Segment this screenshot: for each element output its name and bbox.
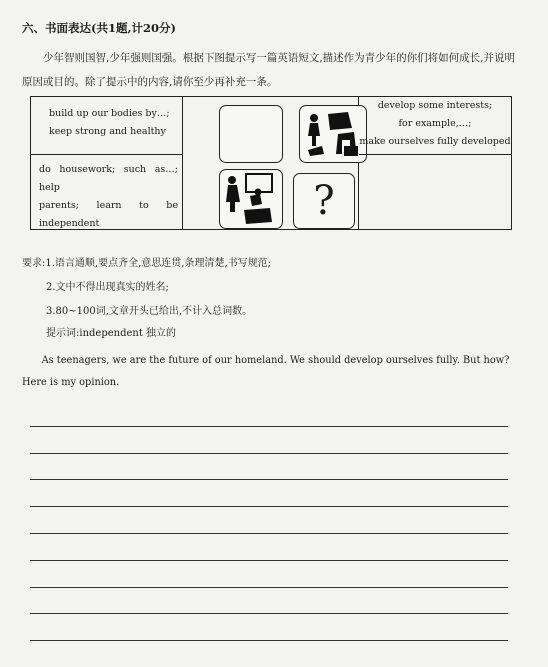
answer-line[interactable] xyxy=(30,480,508,507)
housework-illustration xyxy=(219,169,283,229)
music-illustration xyxy=(299,105,367,163)
prompt-cell-housework xyxy=(31,155,183,229)
prompt-line: independent xyxy=(39,218,100,229)
prompt-grid xyxy=(30,96,512,230)
prompt-line: parents; learn to be xyxy=(39,200,178,211)
prompt-cell-exercise xyxy=(31,97,183,155)
prompt-line: keep strong and healthy xyxy=(49,126,166,137)
prompt-line: develop some interests; xyxy=(377,100,493,111)
prompt-cell-interests xyxy=(359,97,511,155)
hint-word: 提示词:independent 独立的 xyxy=(46,328,177,339)
prompt-line: build up our bodies by…; xyxy=(49,108,170,119)
music-icon xyxy=(300,106,365,161)
requirement-2: 2.文中不得出现真实的姓名; xyxy=(46,282,169,293)
answer-line[interactable] xyxy=(30,588,508,615)
question-mark-icon: ? xyxy=(313,178,335,224)
answer-line[interactable] xyxy=(30,534,508,561)
prompt-line: do housework; such as…; help xyxy=(39,164,178,193)
question-mark-box xyxy=(293,173,355,229)
answer-line[interactable] xyxy=(30,561,508,588)
answer-line[interactable] xyxy=(30,614,508,641)
task-instructions: 少年智则国智,少年强则国强。根据下图提示写一篇英语短文,描述作为青少年的你们将如何成长,并说明原因或目的。除了提示中的内容,请你至少再补充一条。 xyxy=(22,52,516,88)
housework-icon xyxy=(220,170,281,227)
prompt-line: make ourselves fully developed xyxy=(359,136,511,147)
answer-lines[interactable] xyxy=(30,400,508,641)
answer-line[interactable] xyxy=(30,400,508,427)
answer-line[interactable] xyxy=(30,427,508,454)
blank-picture-box xyxy=(219,105,283,163)
answer-line[interactable] xyxy=(30,507,508,534)
requirement-1: 要求:1.语言通顺,要点齐全,意思连贯,条理清楚,书写规范; xyxy=(22,258,271,269)
picture-panel xyxy=(183,97,359,229)
requirement-3: 3.80~100词,文章开头已给出,不计入总词数。 xyxy=(46,306,253,317)
essay-opening: As teenagers, we are the future of our homeland. We should develop ourselves fully. But how? Here is my opinion. xyxy=(22,355,510,388)
answer-line[interactable] xyxy=(30,454,508,481)
blank-prompt-cell xyxy=(359,155,511,229)
section-title: 六、书面表达(共1题,计20分) xyxy=(22,21,176,35)
prompt-line: for example,…; xyxy=(398,118,472,129)
